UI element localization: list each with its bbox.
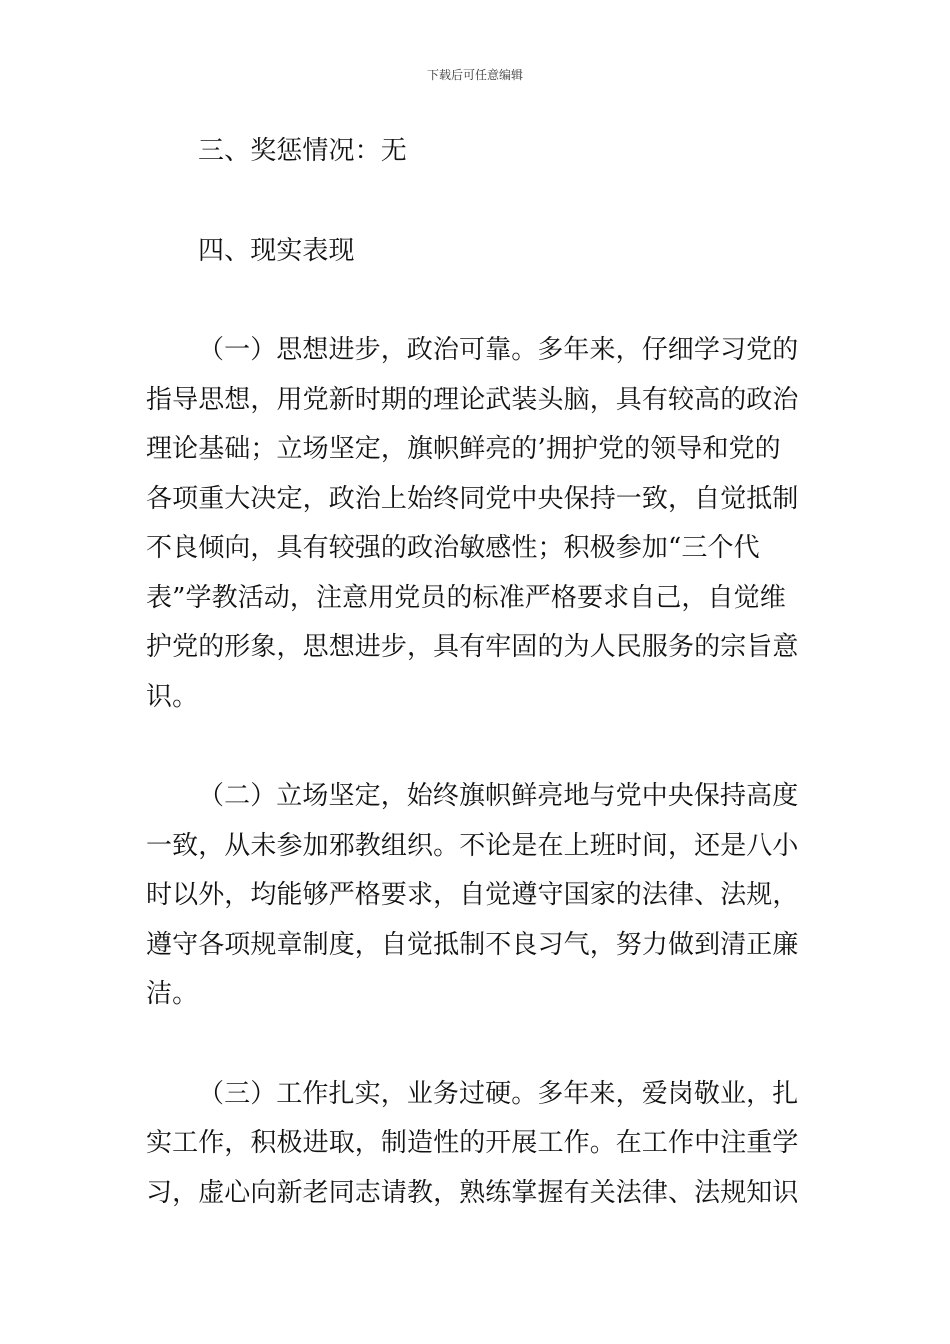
page-header-note: 下载后可任意编辑 — [426, 68, 523, 82]
paragraph-1 — [146, 326, 810, 722]
spacer — [146, 1020, 810, 1070]
paragraph-line: 遵守各项规章制度，自觉抵制不良习气，努力做到清正廉 — [146, 929, 799, 960]
spacer — [146, 722, 810, 772]
paragraph-line: 理论基础；立场坚定，旗帜鲜亮的’拥护党的领导和党的 — [146, 434, 781, 464]
paragraph-3 — [146, 1070, 810, 1219]
spacer — [146, 276, 810, 326]
paragraph-line: 护党的形象，思想进步，具有牢固的为人民服务的宗旨意 — [146, 632, 799, 662]
paragraph-line: 实工作，积极进取，制造性的开展工作。在工作中注重学 — [146, 1128, 799, 1158]
paragraph-line: （三）工作扎实，业务过硬。多年来，爱岗敬业，扎 — [198, 1078, 799, 1109]
paragraph-line: 表”学教活动，注意用党员的标准严格要求自己，自觉维 — [146, 582, 786, 613]
document-body — [146, 127, 810, 1218]
paragraph-line: 各项重大决定，政治上始终同党中央保持一致，自觉抵制 — [146, 483, 799, 514]
paragraph-line: 时以外，均能够严格要求，自觉遵守国家的法律、法规， — [146, 880, 799, 910]
paragraph-line: 识。 — [146, 681, 199, 712]
paragraph-line: （一）思想进步，政治可靠。多年来，仔细学习党的 — [198, 335, 799, 365]
paragraph-line: 洁。 — [146, 979, 199, 1009]
paragraph-line: 习，虚心向新老同志请教，熟练掌握有关法律、法规知识 — [146, 1177, 799, 1208]
paragraph-line: 指导思想，用党新时期的理论武装头脑，具有较高的政治 — [146, 384, 799, 415]
paragraph-line: （二）立场坚定，始终旗帜鲜亮地与党中央保持高度 — [198, 781, 799, 811]
section-performance-heading: 四、现实表现 — [198, 235, 355, 266]
paragraph-line: 一致，从未参加邪教组织。不论是在上班时间，还是八小 — [146, 830, 799, 861]
paragraph-line: 不良倾向，具有较强的政治敏感性；积极参加“三个代 — [146, 533, 760, 563]
spacer — [146, 177, 810, 227]
paragraph-2 — [146, 772, 810, 1020]
section-rewards: 三、奖惩情况：无 — [198, 136, 407, 166]
